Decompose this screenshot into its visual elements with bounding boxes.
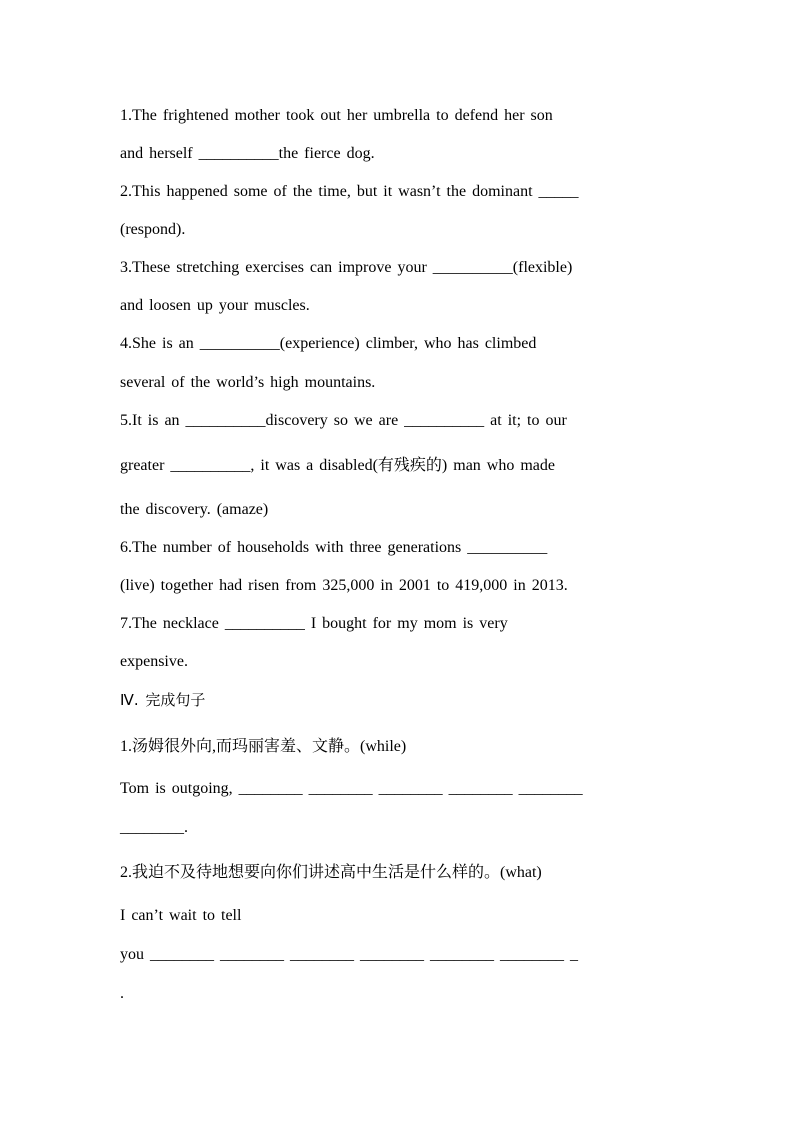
sentence-2-answer-line-1: I can’t wait to tell [120, 907, 242, 924]
sentence-1-prompt: 1.汤姆很外向,而玛丽害羞、文静。(while) [120, 738, 407, 755]
question-6-line-1: 6.The number of households with three generations __________ [120, 539, 548, 556]
sentence-2-answer-line-2: you ________ ________ ________ ________ ________ ________ _ [120, 946, 578, 963]
question-3-line-1: 3.These stretching exercises can improve your __________(flexible) [120, 259, 573, 276]
question-5-line-3: the discovery. (amaze) [120, 501, 269, 518]
section-4-heading: Ⅳ. 完成句子 [120, 691, 206, 709]
question-3-line-2: and loosen up your muscles. [120, 297, 310, 314]
question-5-line-2: greater __________, it was a disabled(有残疾的) man who made [120, 457, 556, 474]
question-2-line-2: (respond). [120, 221, 186, 238]
question-1-line-1: 1.The frightened mother took out her umbrella to defend her son [120, 107, 553, 124]
question-4-line-2: several of the world’s high mountains. [120, 374, 376, 391]
sentence-2-prompt: 2.我迫不及待地想要向你们讲述高中生活是什么样的。(what) [120, 864, 542, 881]
question-6-line-2: (live) together had risen from 325,000 in 2001 to 419,000 in 2013. [120, 577, 568, 594]
question-4-line-1: 4.She is an __________(experience) climber, who has climbed [120, 335, 537, 352]
sentence-1-answer-line-1: Tom is outgoing, ________ ________ ________ ________ ________ [120, 780, 583, 797]
sentence-2-answer-line-3: . [120, 985, 124, 1002]
question-7-line-1: 7.The necklace __________ I bought for my mom is very [120, 615, 508, 632]
question-7-line-2: expensive. [120, 653, 188, 670]
question-1-line-2: and herself __________the fierce dog. [120, 145, 375, 162]
question-5-line-1: 5.It is an __________discovery so we are __________ at it; to our [120, 412, 567, 429]
question-2-line-1: 2.This happened some of the time, but it wasn’t the dominant _____ [120, 183, 579, 200]
sentence-1-answer-line-2: ________. [120, 819, 188, 836]
